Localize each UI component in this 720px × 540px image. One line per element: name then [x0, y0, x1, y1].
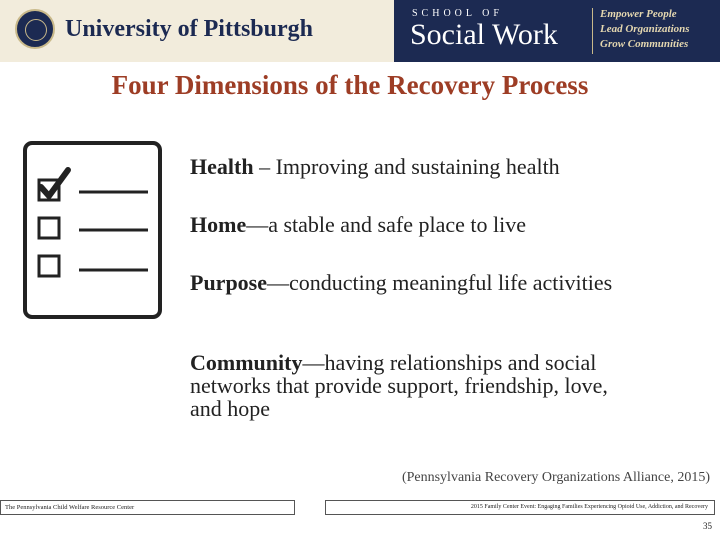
bullet-home: [190, 213, 660, 236]
bullet-term: Health: [190, 154, 254, 179]
tagline-2: Lead Organizations: [600, 23, 690, 35]
bullet-text: —having relationships and social networks that provide support, friendship, love, and hope: [190, 350, 608, 421]
header-bar: [0, 0, 720, 62]
footer-right: 2015 Family Center Event: Engaging Families Experiencing Opioid Use, Addiction, and Recovery: [325, 500, 715, 515]
checklist-icon: [22, 140, 167, 322]
university-seal-icon: [15, 9, 55, 49]
university-name: University of Pittsburgh: [65, 16, 313, 42]
school-logo: [394, 0, 720, 62]
bullet-term: Community: [190, 350, 303, 375]
tagline-1: Empower People: [600, 8, 677, 20]
bullet-community: [190, 351, 630, 420]
bullet-text: —a stable and safe place to live: [246, 212, 526, 237]
bullet-text: – Improving and sustaining health: [253, 154, 560, 179]
citation: (Pennsylvania Recovery Organizations Alliance, 2015): [401, 470, 710, 485]
logo-divider: [592, 8, 593, 54]
bullet-text: —conducting meaningful life activities: [267, 270, 613, 295]
footer-left: The Pennsylvania Child Welfare Resource Center: [0, 500, 295, 515]
tagline-3: Grow Communities: [600, 38, 689, 50]
slide-title: Four Dimensions of the Recovery Process: [111, 70, 589, 100]
school-label: SCHOOL OF: [412, 8, 503, 19]
bullet-purpose: [190, 271, 620, 294]
school-name: Social Work: [410, 18, 558, 51]
bullet-health: [190, 155, 660, 178]
page-number: 35: [703, 521, 712, 531]
bullet-term: Home: [190, 212, 247, 237]
bullet-term: Purpose: [190, 270, 267, 295]
